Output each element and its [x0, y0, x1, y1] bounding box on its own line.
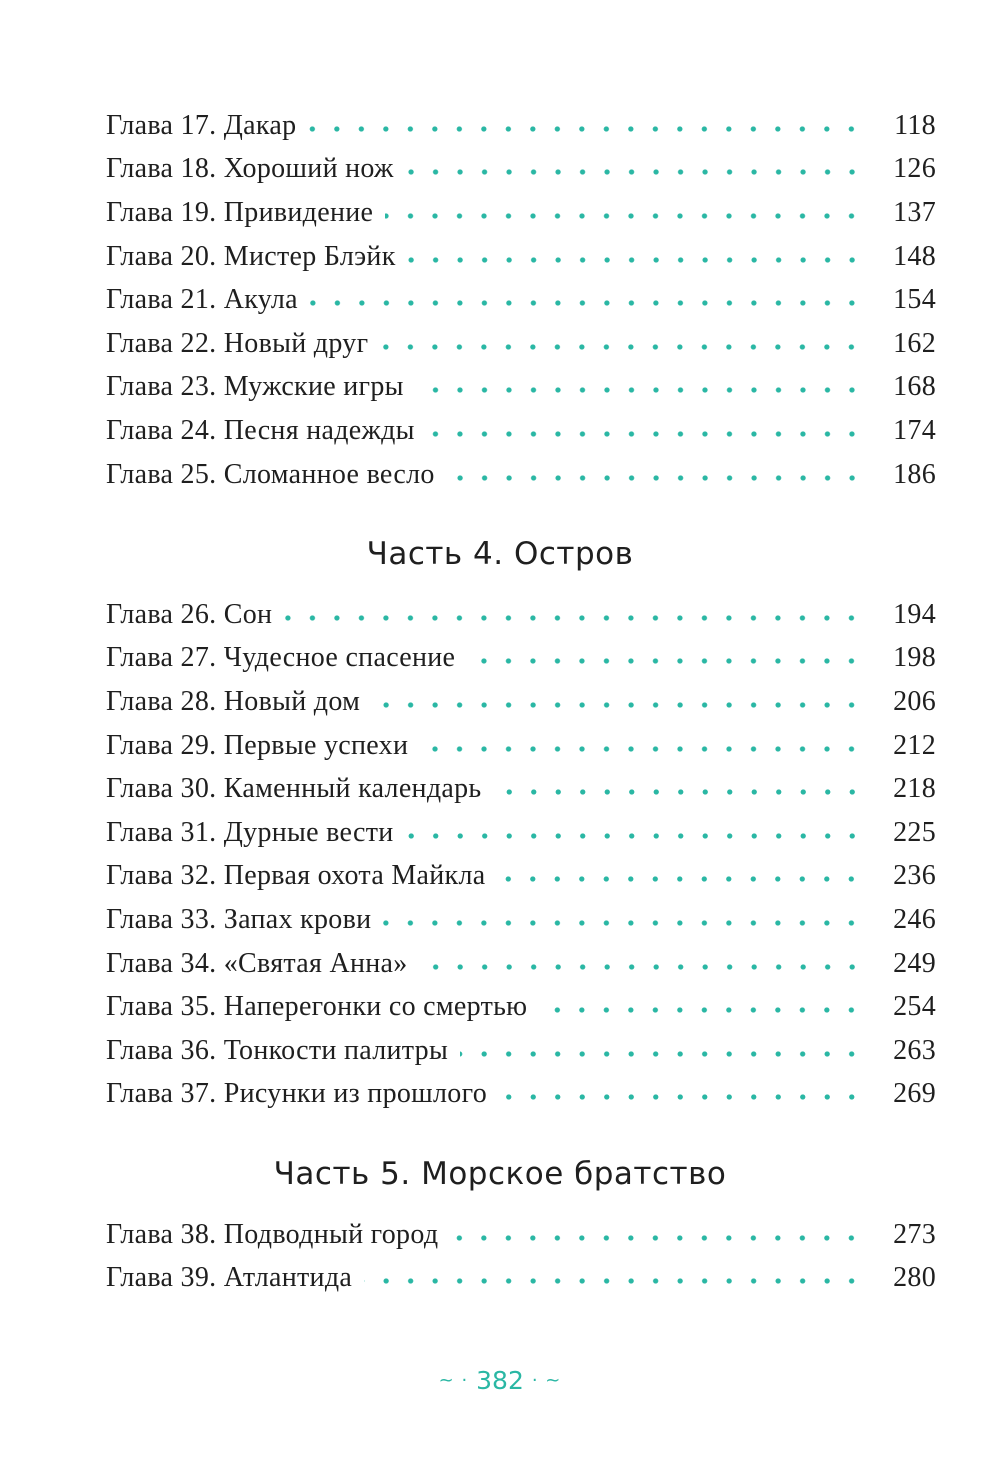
- dot-leader: [539, 1005, 864, 1015]
- dot-leader: [416, 385, 864, 395]
- toc-entry-title: Глава 18. Хороший нож: [106, 153, 406, 185]
- toc-entry-page: 269: [893, 1078, 936, 1110]
- toc-entry-page: 137: [893, 196, 936, 228]
- toc-entry-title: Глава 29. Первые успехи: [106, 730, 420, 762]
- dot-leader: [420, 744, 864, 754]
- page-number: [0, 1366, 1000, 1395]
- dot-leader: [408, 255, 864, 265]
- toc-entry[interactable]: [106, 191, 936, 235]
- toc-entry[interactable]: [106, 767, 936, 811]
- toc-entry-page: 194: [893, 598, 936, 630]
- toc-entry-page: 218: [893, 773, 936, 805]
- toc-entry[interactable]: [106, 453, 936, 497]
- toc-entry-title: Глава 23. Мужские игры: [106, 371, 416, 403]
- part-heading: Часть 5. Морское братство: [273, 1156, 727, 1192]
- toc-entry-page: 246: [893, 903, 936, 935]
- dot-leader: [372, 700, 864, 710]
- toc-entry-title: Глава 37. Рисунки из прошлого: [106, 1078, 499, 1110]
- toc-entry-page: 263: [893, 1034, 936, 1066]
- toc-entry-title: Глава 26. Сон: [106, 599, 284, 631]
- toc-entry-title: Глава 31. Дурные вести: [106, 817, 406, 849]
- toc-entry[interactable]: [106, 898, 936, 942]
- toc-entry-page: 280: [893, 1262, 936, 1294]
- dot-leader: [447, 473, 864, 483]
- dot-leader: [310, 298, 864, 308]
- toc-entry-page: 225: [893, 816, 936, 848]
- dot-leader: [380, 342, 864, 352]
- toc-entry[interactable]: [106, 855, 936, 899]
- toc-entry-title: Глава 32. Первая охота Майкла: [106, 860, 497, 892]
- toc-entry-title: Глава 25. Сломанное весло: [106, 459, 447, 491]
- dot-leader: [383, 918, 864, 928]
- wave-ornament-right-icon: · ~: [531, 1370, 562, 1391]
- toc-section-part-5: [106, 1213, 936, 1300]
- toc-entry[interactable]: [106, 637, 936, 681]
- toc-entry-page: 198: [893, 642, 936, 674]
- wave-ornament-left-icon: ~ ·: [438, 1370, 469, 1391]
- toc-entry-page: 126: [893, 153, 936, 185]
- toc-entry-page: 154: [893, 284, 936, 316]
- toc-entry[interactable]: [106, 985, 936, 1029]
- dot-leader: [467, 656, 864, 666]
- dot-leader: [499, 1092, 864, 1102]
- toc-entry[interactable]: [106, 593, 936, 637]
- toc-entry-page: 254: [893, 991, 936, 1023]
- toc-entry-title: Глава 21. Акула: [106, 284, 310, 316]
- dot-leader: [284, 613, 864, 623]
- toc-entry[interactable]: [106, 1073, 936, 1117]
- toc-entry-page: 168: [893, 371, 936, 403]
- toc-entry[interactable]: [106, 366, 936, 410]
- toc-entry-title: Глава 20. Мистер Блэйк: [106, 241, 408, 273]
- toc-entry-title: Глава 28. Новый дом: [106, 686, 372, 718]
- dot-leader: [364, 1276, 864, 1286]
- dot-leader: [494, 787, 865, 797]
- toc-entry[interactable]: [106, 942, 936, 986]
- toc-entry-title: Глава 38. Подводный город: [106, 1219, 450, 1251]
- toc-entry-page: 186: [893, 458, 936, 490]
- toc-entry-title: Глава 30. Каменный календарь: [106, 773, 494, 805]
- toc-entry[interactable]: [106, 724, 936, 768]
- dot-leader: [385, 211, 864, 221]
- toc-entry-title: Глава 35. Наперегонки со смертью: [106, 991, 539, 1023]
- toc-entry[interactable]: [106, 104, 936, 148]
- page-number-value: 382: [476, 1366, 524, 1395]
- toc-entry-title: Глава 17. Дакар: [106, 110, 308, 142]
- toc-entry[interactable]: [106, 1029, 936, 1073]
- part-heading: Часть 4. Остров: [366, 536, 634, 572]
- dot-leader: [450, 1233, 864, 1243]
- toc-entry-page: 118: [894, 109, 936, 141]
- toc-entry-page: 273: [893, 1218, 936, 1250]
- toc-entry-title: Глава 22. Новый друг: [106, 328, 380, 360]
- toc-entry[interactable]: [106, 235, 936, 279]
- toc-entry-page: 212: [893, 729, 936, 761]
- toc-entry[interactable]: [106, 278, 936, 322]
- dot-leader: [460, 1049, 864, 1059]
- dot-leader: [406, 831, 864, 841]
- toc-entry-title: Глава 34. «Святая Анна»: [106, 948, 420, 980]
- toc-entry-page: 206: [893, 685, 936, 717]
- toc-entry[interactable]: [106, 811, 936, 855]
- toc-entry-title: Глава 39. Атлантида: [106, 1262, 364, 1294]
- toc-entry-title: Глава 24. Песня надежды: [106, 415, 427, 447]
- dot-leader: [420, 962, 864, 972]
- toc-entry-page: 162: [893, 327, 936, 359]
- toc-entry-page: 236: [893, 860, 936, 892]
- toc-entry-page: 174: [893, 414, 936, 446]
- toc-entry[interactable]: [106, 1213, 936, 1257]
- toc-entry-title: Глава 36. Тонкости палитры: [106, 1035, 460, 1067]
- toc-section-part-3: [106, 104, 936, 496]
- toc-entry[interactable]: [106, 1257, 936, 1301]
- toc-entry-title: Глава 19. Привидение: [106, 197, 385, 229]
- toc-entry[interactable]: [106, 148, 936, 192]
- toc-section-part-4: [106, 593, 936, 1116]
- dot-leader: [406, 167, 864, 177]
- toc-entry-page: 148: [893, 240, 936, 272]
- toc-entry-title: Глава 33. Запах крови: [106, 904, 383, 936]
- toc-entry[interactable]: [106, 409, 936, 453]
- toc-entry[interactable]: [106, 680, 936, 724]
- toc-entry-page: 249: [893, 947, 936, 979]
- dot-leader: [497, 874, 864, 884]
- toc-entry[interactable]: [106, 322, 936, 366]
- dot-leader: [427, 429, 864, 439]
- dot-leader: [308, 124, 864, 134]
- toc-entry-title: Глава 27. Чудесное спасение: [106, 642, 467, 674]
